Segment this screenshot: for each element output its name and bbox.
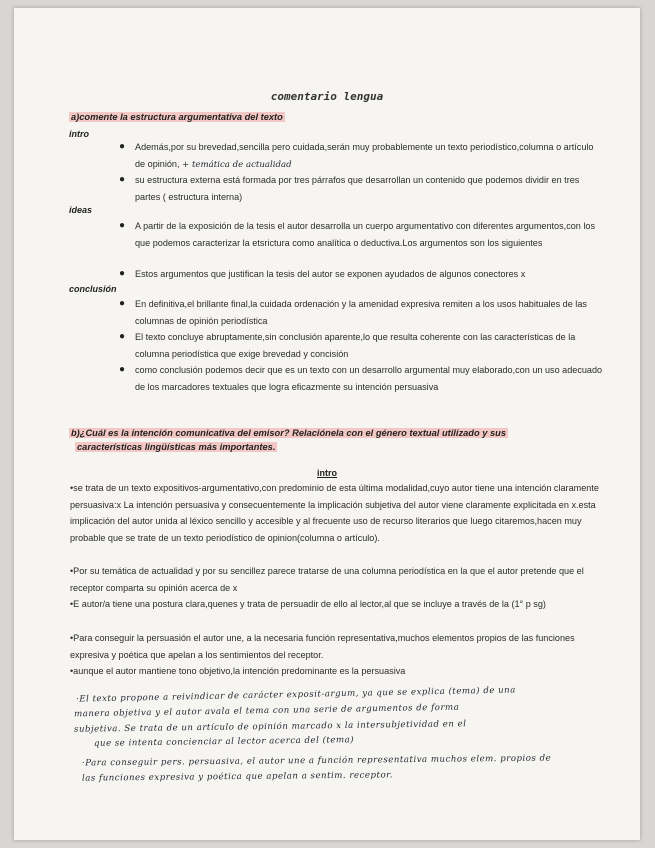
handwritten-line: ·Para conseguir pers. persuasiva, el autor une a función representativa muchos elem. propios de xyxy=(81,753,552,769)
bullet-icon: ● xyxy=(119,268,126,279)
list-item: ● A partir de la exposición de la tesis el autor desarrolla un cuerpo argumentativo con diferentes argumentos,con los que podemos caracterizar la etsrictura como analítica o deductiva.Los argumentos son los siguientes xyxy=(119,220,596,248)
question-a: a)comente la estructura argumentativa del texto xyxy=(71,112,283,122)
handwritten-line: que se intenta concienciar al lector acerca del (tema) xyxy=(93,735,355,749)
list-item: ● su estructura externa está formada por tres párrafos que desarrollan un contenido que podemos dividir en tres partes ( estructura interna) xyxy=(119,174,580,202)
list-item: ● Además,por su brevedad,sencilla pero cuidada,serán muy probablemente un texto periodístico,columna o artículo de opinión, + temática de actualidad xyxy=(119,141,594,170)
paragraph: •E autor/a tiene una postura clara,quenes y trata de persuadir de ello al lector,al que se incluye a través de la (1° p sg) xyxy=(70,599,546,609)
paragraph: •Por su temática de actualidad y por su sencillez parece tratarse de una columna periodística en la que el autor pretende que el receptor comparta su opinión acerca de x xyxy=(70,566,584,593)
bullet-icon: ● xyxy=(119,364,126,375)
handwritten-line: manera objetiva y el autor avala el tema con una serie de argumentos de forma xyxy=(73,702,460,720)
question-b: b)¿Cuál es la intención comunicativa del emisor? Relaciónela con el género textual utilizado y sus características lingüísticas más importantes. xyxy=(71,428,506,452)
paragraph: •Para conseguir la persuasión el autor une, a la necesaria función representativa,muchos elementos propios de las funciones expresiva y poética que apelan a los sentimientos del receptor. xyxy=(70,633,575,660)
bullet-icon: ● xyxy=(119,220,126,231)
document-page xyxy=(14,8,640,840)
paragraph: •se trata de un texto expositivos-argumentativo,con predominio de esta última modalidad,cuyo autor tiene una intención claramente persuasiva:x La intención persuasiva y consecuentemente la implicación subjetiva del autor viene claramente explicitada en x.esta implicación del autor unida al léxico sencillo y accesible y al frecuente uso de recurso literarios que luego citaremos,hacen muy probable que se trate de un texto periodístico de opinion(columna o artículo). xyxy=(70,483,599,543)
bullet-icon: ● xyxy=(119,174,126,185)
page-title: comentario lengua xyxy=(270,90,384,103)
list-item: ● como conclusión podemos decir que es un texto con un desarrollo argumental muy elaborado,con un uso adecuado de los marcadores textuales que logra eficazmente su intención persuasiva xyxy=(119,364,603,392)
bullet-icon: ● xyxy=(119,141,126,152)
list-item: ● En definitiva,el brillante final,la cuidada ordenación y la amenidad expresiva remiten a los usos habituales de las columnas de opinión periodística xyxy=(119,298,587,326)
list-item: ● El texto concluye abruptamente,sin conclusión aparente,lo que resulta coherente con las características de la columna periodística que exige brevedad y concisión xyxy=(119,331,576,359)
ideas-label: ideas xyxy=(69,205,93,215)
intro-label-b: intro xyxy=(317,468,337,478)
bullet-icon: ● xyxy=(119,331,126,342)
intro-label-a: intro xyxy=(69,129,89,139)
handwritten-note: + temática de actualidad xyxy=(182,159,292,170)
paragraph: •aunque el autor mantiene tono objetivo,la intención predominante es la persuasiva xyxy=(70,666,406,676)
bullet-icon: ● xyxy=(119,298,126,309)
handwritten-line: subjetiva. Se trata de un artículo de opinión marcado x la intersubjetividad en el xyxy=(73,719,467,735)
handwritten-line: las funciones expresiva y poética que apelan a sentim. receptor. xyxy=(81,770,394,784)
handwritten-line: ·El texto propone a reivindicar de carácter exposit-argum, ya que se explica (tema) de una xyxy=(75,685,516,705)
conclusion-label: conclusión xyxy=(69,284,117,294)
list-item: ● Estos argumentos que justifican la tesis del autor se exponen ayudados de algunos conectores x xyxy=(135,266,605,283)
